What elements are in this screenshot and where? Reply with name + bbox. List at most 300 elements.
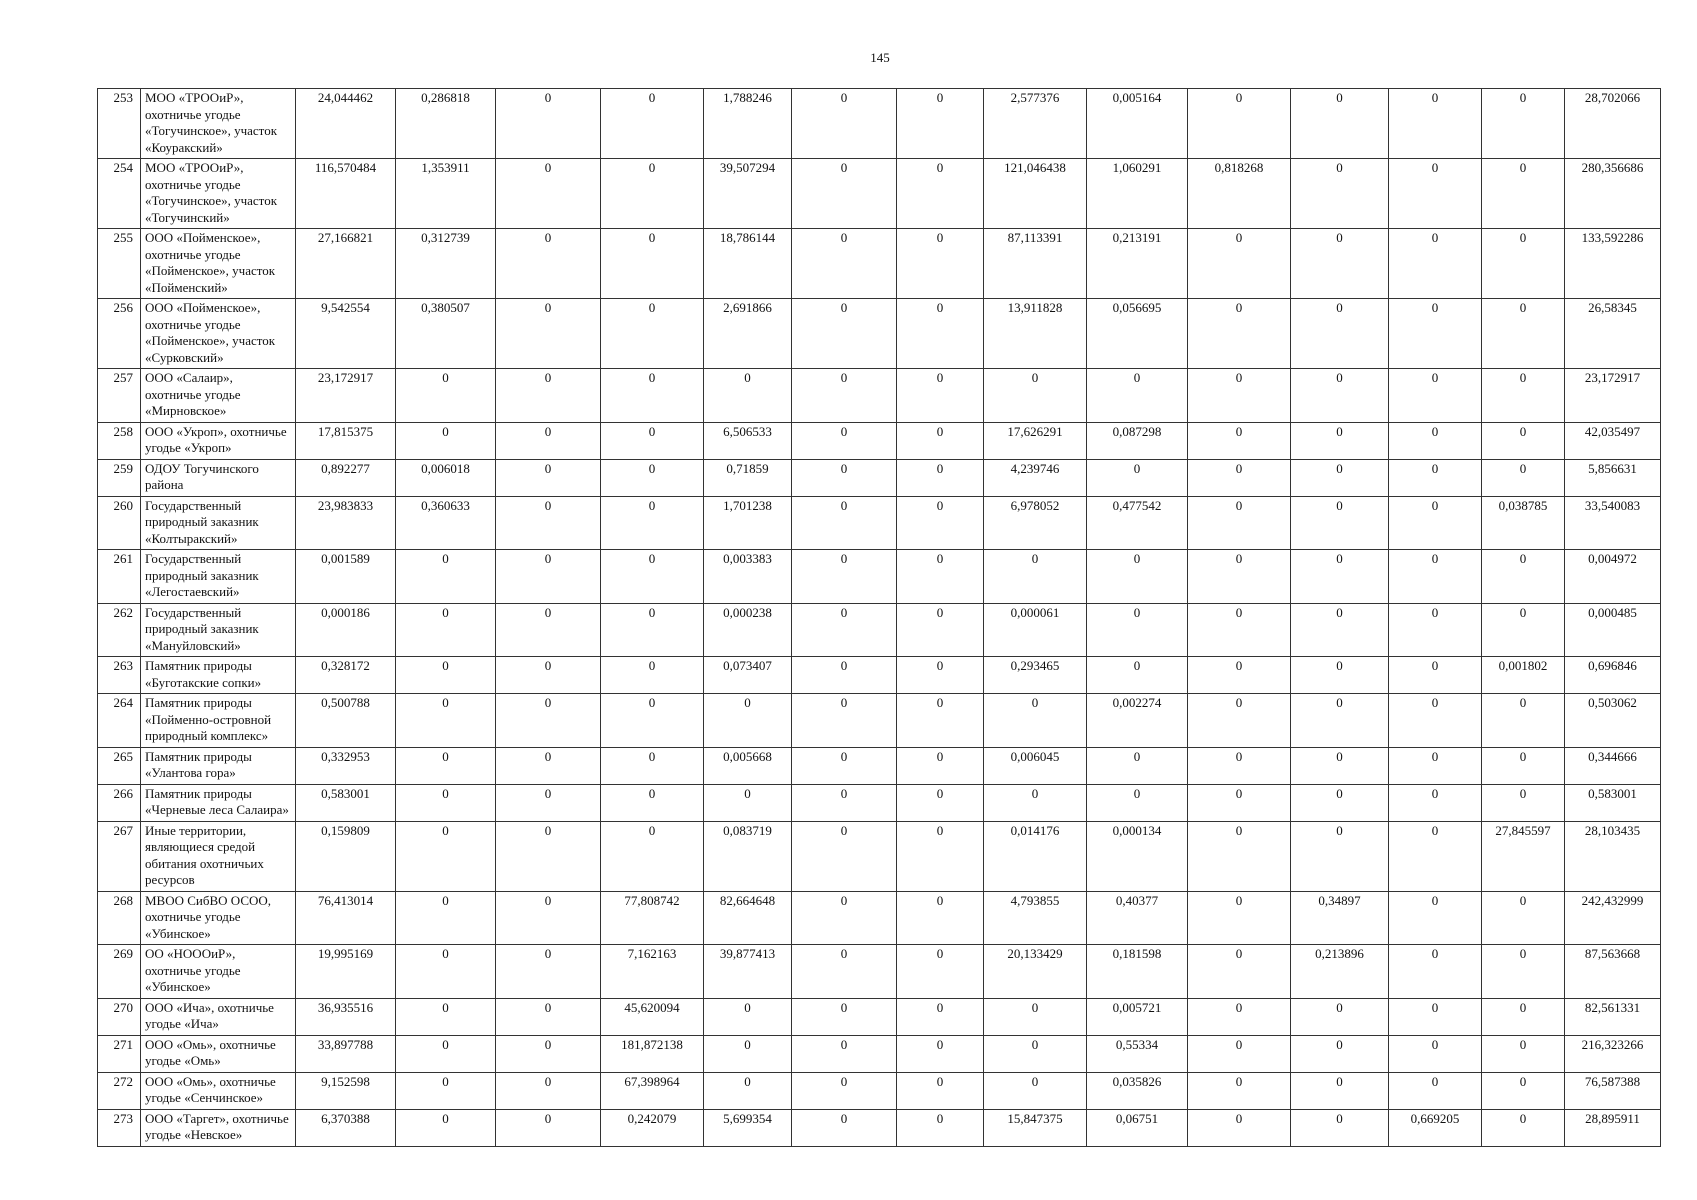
value-cell: 0 [496, 369, 601, 423]
value-cell: 0 [792, 159, 897, 229]
value-cell: 0,328172 [296, 657, 396, 694]
territory-name-cell: МВОО СибВО ОСОО, охотничье угодье «Убинское» [141, 891, 296, 945]
value-cell: 0 [496, 784, 601, 821]
value-cell: 0,360633 [396, 496, 496, 550]
value-cell: 76,413014 [296, 891, 396, 945]
value-cell: 0 [496, 229, 601, 299]
table-row [98, 229, 1661, 299]
value-cell: 0 [984, 1072, 1087, 1109]
table-row [98, 422, 1661, 459]
value-cell: 0 [1482, 459, 1565, 496]
value-cell: 6,978052 [984, 496, 1087, 550]
value-cell: 0 [1188, 299, 1291, 369]
value-cell: 0 [1291, 657, 1389, 694]
value-cell: 23,983833 [296, 496, 396, 550]
value-cell: 0 [1188, 422, 1291, 459]
value-cell: 1,701238 [704, 496, 792, 550]
value-cell: 216,323266 [1565, 1035, 1661, 1072]
territory-name-cell: ООО «Укроп», охотничье угодье «Укроп» [141, 422, 296, 459]
table-row [98, 89, 1661, 159]
value-cell: 0 [1389, 657, 1482, 694]
value-cell: 0 [984, 369, 1087, 423]
value-cell: 0 [496, 891, 601, 945]
value-cell: 0 [984, 694, 1087, 748]
territory-name-cell: ООО «Пойменское», охотничье угодье «Пойменское», участок «Пойменский» [141, 229, 296, 299]
value-cell: 0 [601, 89, 704, 159]
value-cell: 20,133429 [984, 945, 1087, 999]
value-cell: 0 [1291, 784, 1389, 821]
value-cell: 0 [496, 459, 601, 496]
value-cell: 0 [601, 747, 704, 784]
value-cell: 0 [897, 747, 984, 784]
row-number-cell: 253 [98, 89, 141, 159]
territory-name-cell: ООО «Таргет», охотничье угодье «Невское» [141, 1109, 296, 1146]
value-cell: 0 [496, 89, 601, 159]
value-cell: 6,370388 [296, 1109, 396, 1146]
value-cell: 0,087298 [1087, 422, 1188, 459]
value-cell: 23,172917 [1565, 369, 1661, 423]
value-cell: 9,542554 [296, 299, 396, 369]
row-number-cell: 257 [98, 369, 141, 423]
value-cell: 0 [792, 229, 897, 299]
value-cell: 0 [1389, 1072, 1482, 1109]
value-cell: 0 [897, 1109, 984, 1146]
value-cell: 0 [897, 603, 984, 657]
row-number-cell: 260 [98, 496, 141, 550]
value-cell: 0,006045 [984, 747, 1087, 784]
value-cell: 0 [1389, 945, 1482, 999]
value-cell: 0 [396, 747, 496, 784]
value-cell: 0 [601, 459, 704, 496]
value-cell: 0 [1389, 369, 1482, 423]
value-cell: 0 [792, 496, 897, 550]
value-cell: 0 [1389, 422, 1482, 459]
value-cell: 0,083719 [704, 821, 792, 891]
value-cell: 0 [897, 1035, 984, 1072]
value-cell: 7,162163 [601, 945, 704, 999]
value-cell: 0 [792, 422, 897, 459]
value-cell: 0 [601, 784, 704, 821]
value-cell: 0 [792, 459, 897, 496]
value-cell: 0 [1291, 459, 1389, 496]
value-cell: 0 [496, 747, 601, 784]
value-cell: 0 [396, 550, 496, 604]
value-cell: 0 [897, 657, 984, 694]
value-cell: 0 [1291, 694, 1389, 748]
value-cell: 0 [897, 998, 984, 1035]
value-cell: 0 [1389, 496, 1482, 550]
value-cell: 0 [1389, 784, 1482, 821]
value-cell: 0 [1188, 1035, 1291, 1072]
value-cell: 0,000186 [296, 603, 396, 657]
value-cell: 0 [496, 603, 601, 657]
value-cell: 181,872138 [601, 1035, 704, 1072]
value-cell: 0 [1188, 891, 1291, 945]
value-cell: 0 [897, 159, 984, 229]
value-cell: 0 [396, 891, 496, 945]
row-number-cell: 261 [98, 550, 141, 604]
territory-name-cell: Государственный природный заказник «Легостаевский» [141, 550, 296, 604]
territory-name-cell: ОО «НОООиР», охотничье угодье «Убинское» [141, 945, 296, 999]
value-cell: 0 [792, 784, 897, 821]
value-cell: 0 [1482, 550, 1565, 604]
value-cell: 0 [792, 1109, 897, 1146]
value-cell: 0,583001 [1565, 784, 1661, 821]
territory-name-cell: МОО «ТРООиР», охотничье угодье «Тогучинское», участок «Тогучинский» [141, 159, 296, 229]
value-cell: 0,003383 [704, 550, 792, 604]
value-cell: 0 [1482, 229, 1565, 299]
value-cell: 280,356686 [1565, 159, 1661, 229]
value-cell: 0 [792, 89, 897, 159]
value-cell: 0 [1482, 1035, 1565, 1072]
value-cell: 0,06751 [1087, 1109, 1188, 1146]
value-cell: 0 [704, 998, 792, 1035]
value-cell: 0 [1291, 747, 1389, 784]
territory-name-cell: Иные территории, являющиеся средой обитания охотничьих ресурсов [141, 821, 296, 891]
territory-name-cell: ОДОУ Тогучинского района [141, 459, 296, 496]
value-cell: 26,58345 [1565, 299, 1661, 369]
row-number-cell: 267 [98, 821, 141, 891]
value-cell: 17,815375 [296, 422, 396, 459]
value-cell: 0 [396, 694, 496, 748]
value-cell: 0 [1291, 299, 1389, 369]
territory-name-cell: ООО «Омь», охотничье угодье «Сенчинское» [141, 1072, 296, 1109]
value-cell: 0 [1389, 694, 1482, 748]
table-row [98, 747, 1661, 784]
value-cell: 0 [1389, 89, 1482, 159]
value-cell: 0 [792, 694, 897, 748]
value-cell: 0 [1482, 998, 1565, 1035]
value-cell: 0 [897, 891, 984, 945]
row-number-cell: 254 [98, 159, 141, 229]
value-cell: 0 [704, 369, 792, 423]
value-cell: 0 [1389, 998, 1482, 1035]
value-cell: 0 [1087, 784, 1188, 821]
value-cell: 1,060291 [1087, 159, 1188, 229]
territory-name-cell: Памятник природы «Пойменно-островной природный комплекс» [141, 694, 296, 748]
value-cell: 0,181598 [1087, 945, 1188, 999]
data-table [97, 88, 1661, 1147]
value-cell: 0,242079 [601, 1109, 704, 1146]
value-cell: 0 [1087, 603, 1188, 657]
row-number-cell: 265 [98, 747, 141, 784]
value-cell: 0,159809 [296, 821, 396, 891]
value-cell: 23,172917 [296, 369, 396, 423]
value-cell: 0 [1389, 159, 1482, 229]
value-cell: 121,046438 [984, 159, 1087, 229]
value-cell: 0 [704, 1035, 792, 1072]
value-cell: 0 [1291, 1035, 1389, 1072]
value-cell: 0 [897, 784, 984, 821]
value-cell: 0 [601, 159, 704, 229]
value-cell: 0 [496, 945, 601, 999]
value-cell: 17,626291 [984, 422, 1087, 459]
value-cell: 39,877413 [704, 945, 792, 999]
value-cell: 0 [1188, 229, 1291, 299]
table-row [98, 694, 1661, 748]
row-number-cell: 258 [98, 422, 141, 459]
page-number: 145 [870, 50, 890, 65]
value-cell: 0 [1389, 821, 1482, 891]
value-cell: 0 [1389, 550, 1482, 604]
value-cell: 0 [984, 784, 1087, 821]
territory-name-cell: ООО «Пойменское», охотничье угодье «Пойменское», участок «Сурковский» [141, 299, 296, 369]
value-cell: 0 [1291, 821, 1389, 891]
value-cell: 0 [792, 998, 897, 1035]
value-cell: 0 [1482, 891, 1565, 945]
territory-name-cell: ООО «Омь», охотничье угодье «Омь» [141, 1035, 296, 1072]
value-cell: 0,006018 [396, 459, 496, 496]
table-row [98, 821, 1661, 891]
value-cell: 24,044462 [296, 89, 396, 159]
value-cell: 0,34897 [1291, 891, 1389, 945]
value-cell: 0,014176 [984, 821, 1087, 891]
value-cell: 39,507294 [704, 159, 792, 229]
value-cell: 0,583001 [296, 784, 396, 821]
value-cell: 33,897788 [296, 1035, 396, 1072]
value-cell: 0 [1291, 550, 1389, 604]
territory-name-cell: Памятник природы «Улантова гора» [141, 747, 296, 784]
value-cell: 0,332953 [296, 747, 396, 784]
table-row [98, 657, 1661, 694]
value-cell: 116,570484 [296, 159, 396, 229]
value-cell: 0,005721 [1087, 998, 1188, 1035]
value-cell: 0,344666 [1565, 747, 1661, 784]
value-cell: 0 [1389, 747, 1482, 784]
territory-name-cell: ООО «Ича», охотничье угодье «Ича» [141, 998, 296, 1035]
value-cell: 0 [897, 550, 984, 604]
value-cell: 0 [1291, 229, 1389, 299]
value-cell: 0 [396, 1109, 496, 1146]
value-cell: 0 [897, 459, 984, 496]
value-cell: 0 [601, 422, 704, 459]
value-cell: 27,845597 [1482, 821, 1565, 891]
value-cell: 0 [396, 821, 496, 891]
value-cell: 0 [792, 1035, 897, 1072]
value-cell: 0 [1188, 1072, 1291, 1109]
value-cell: 0 [897, 945, 984, 999]
value-cell: 0 [1291, 369, 1389, 423]
value-cell: 0 [1188, 998, 1291, 1035]
territory-name-cell: МОО «ТРООиР», охотничье угодье «Тогучинское», участок «Коуракский» [141, 89, 296, 159]
value-cell: 0 [496, 299, 601, 369]
value-cell: 18,786144 [704, 229, 792, 299]
value-cell: 0 [1482, 784, 1565, 821]
value-cell: 0 [1188, 550, 1291, 604]
value-cell: 0,293465 [984, 657, 1087, 694]
value-cell: 2,577376 [984, 89, 1087, 159]
territory-name-cell: Памятник природы «Буготакские сопки» [141, 657, 296, 694]
value-cell: 0 [601, 550, 704, 604]
value-cell: 4,793855 [984, 891, 1087, 945]
value-cell: 0 [496, 1035, 601, 1072]
table-row [98, 603, 1661, 657]
value-cell: 0 [1291, 603, 1389, 657]
value-cell: 0 [792, 550, 897, 604]
value-cell: 0 [496, 998, 601, 1035]
value-cell: 0 [897, 229, 984, 299]
value-cell: 0 [897, 89, 984, 159]
value-cell: 242,432999 [1565, 891, 1661, 945]
row-number-cell: 266 [98, 784, 141, 821]
value-cell: 0 [1188, 945, 1291, 999]
value-cell: 0 [1482, 159, 1565, 229]
value-cell: 0 [792, 747, 897, 784]
value-cell: 0,005668 [704, 747, 792, 784]
value-cell: 0 [496, 694, 601, 748]
value-cell: 9,152598 [296, 1072, 396, 1109]
value-cell: 0 [496, 496, 601, 550]
value-cell: 0 [496, 550, 601, 604]
row-number-cell: 255 [98, 229, 141, 299]
value-cell: 87,113391 [984, 229, 1087, 299]
value-cell: 0,000061 [984, 603, 1087, 657]
value-cell: 0,286818 [396, 89, 496, 159]
value-cell: 5,856631 [1565, 459, 1661, 496]
value-cell: 0,71859 [704, 459, 792, 496]
value-cell: 33,540083 [1565, 496, 1661, 550]
value-cell: 36,935516 [296, 998, 396, 1035]
value-cell: 0 [601, 657, 704, 694]
value-cell: 0 [897, 299, 984, 369]
value-cell: 0 [1188, 747, 1291, 784]
value-cell: 0 [897, 369, 984, 423]
value-cell: 0 [1188, 694, 1291, 748]
value-cell: 0 [792, 891, 897, 945]
value-cell: 0,056695 [1087, 299, 1188, 369]
value-cell: 0,000238 [704, 603, 792, 657]
value-cell: 0 [1291, 496, 1389, 550]
table-row [98, 299, 1661, 369]
value-cell: 67,398964 [601, 1072, 704, 1109]
value-cell: 0 [601, 299, 704, 369]
territory-name-cell: Государственный природный заказник «Мануйловский» [141, 603, 296, 657]
value-cell: 0,503062 [1565, 694, 1661, 748]
value-cell: 0 [1389, 299, 1482, 369]
value-cell: 0,213191 [1087, 229, 1188, 299]
value-cell: 0 [1188, 89, 1291, 159]
value-cell: 0,004972 [1565, 550, 1661, 604]
value-cell: 0 [792, 1072, 897, 1109]
value-cell: 0 [396, 1072, 496, 1109]
value-cell: 0 [1389, 459, 1482, 496]
value-cell: 0,380507 [396, 299, 496, 369]
value-cell: 0 [396, 945, 496, 999]
value-cell: 0 [1291, 1072, 1389, 1109]
value-cell: 0 [1482, 369, 1565, 423]
value-cell: 15,847375 [984, 1109, 1087, 1146]
value-cell: 0 [792, 657, 897, 694]
value-cell: 76,587388 [1565, 1072, 1661, 1109]
value-cell: 13,911828 [984, 299, 1087, 369]
value-cell: 0,001802 [1482, 657, 1565, 694]
value-cell: 0 [792, 369, 897, 423]
value-cell: 0 [396, 998, 496, 1035]
value-cell: 0,477542 [1087, 496, 1188, 550]
value-cell: 0 [396, 369, 496, 423]
value-cell: 0,55334 [1087, 1035, 1188, 1072]
value-cell: 0 [396, 422, 496, 459]
row-number-cell: 270 [98, 998, 141, 1035]
value-cell: 0 [704, 1072, 792, 1109]
value-cell: 0 [1188, 603, 1291, 657]
value-cell: 0 [897, 694, 984, 748]
value-cell: 87,563668 [1565, 945, 1661, 999]
value-cell: 45,620094 [601, 998, 704, 1035]
value-cell: 0 [601, 496, 704, 550]
value-cell: 0 [1188, 657, 1291, 694]
row-number-cell: 269 [98, 945, 141, 999]
value-cell: 0 [1188, 821, 1291, 891]
value-cell: 42,035497 [1565, 422, 1661, 459]
value-cell: 0 [1389, 1035, 1482, 1072]
value-cell: 0 [1188, 496, 1291, 550]
row-number-cell: 272 [98, 1072, 141, 1109]
value-cell: 0 [792, 299, 897, 369]
value-cell: 2,691866 [704, 299, 792, 369]
value-cell: 0 [792, 603, 897, 657]
value-cell: 0,669205 [1389, 1109, 1482, 1146]
value-cell: 0 [792, 821, 897, 891]
value-cell: 0 [704, 784, 792, 821]
table-row [98, 1109, 1661, 1146]
value-cell: 0 [984, 1035, 1087, 1072]
value-cell: 0 [496, 1072, 601, 1109]
value-cell: 0 [496, 1109, 601, 1146]
value-cell: 6,506533 [704, 422, 792, 459]
value-cell: 0 [1482, 89, 1565, 159]
value-cell: 1,353911 [396, 159, 496, 229]
value-cell: 0 [1291, 422, 1389, 459]
value-cell: 0 [1482, 1109, 1565, 1146]
value-cell: 0,000485 [1565, 603, 1661, 657]
value-cell: 0 [792, 945, 897, 999]
value-cell: 0 [396, 657, 496, 694]
value-cell: 0 [1389, 891, 1482, 945]
value-cell: 0,696846 [1565, 657, 1661, 694]
value-cell: 0 [984, 550, 1087, 604]
value-cell: 0 [601, 603, 704, 657]
table-row [98, 459, 1661, 496]
value-cell: 82,664648 [704, 891, 792, 945]
value-cell: 0 [897, 1072, 984, 1109]
value-cell: 0 [1188, 459, 1291, 496]
row-number-cell: 271 [98, 1035, 141, 1072]
table-row [98, 945, 1661, 999]
value-cell: 133,592286 [1565, 229, 1661, 299]
value-cell: 0,002274 [1087, 694, 1188, 748]
territory-name-cell: Государственный природный заказник «Колтыракский» [141, 496, 296, 550]
territory-name-cell: Памятник природы «Черневые леса Салаира» [141, 784, 296, 821]
value-cell: 0 [1482, 603, 1565, 657]
value-cell: 0,038785 [1482, 496, 1565, 550]
value-cell: 0 [601, 694, 704, 748]
value-cell: 0 [1291, 159, 1389, 229]
value-cell: 1,788246 [704, 89, 792, 159]
value-cell: 0 [1087, 369, 1188, 423]
table-row [98, 369, 1661, 423]
value-cell: 0 [396, 784, 496, 821]
value-cell: 0 [496, 159, 601, 229]
value-cell: 0 [496, 657, 601, 694]
value-cell: 0 [897, 422, 984, 459]
row-number-cell: 268 [98, 891, 141, 945]
value-cell: 0,818268 [1188, 159, 1291, 229]
value-cell: 0 [704, 694, 792, 748]
value-cell: 0 [496, 821, 601, 891]
table-row [98, 784, 1661, 821]
value-cell: 0 [1389, 229, 1482, 299]
